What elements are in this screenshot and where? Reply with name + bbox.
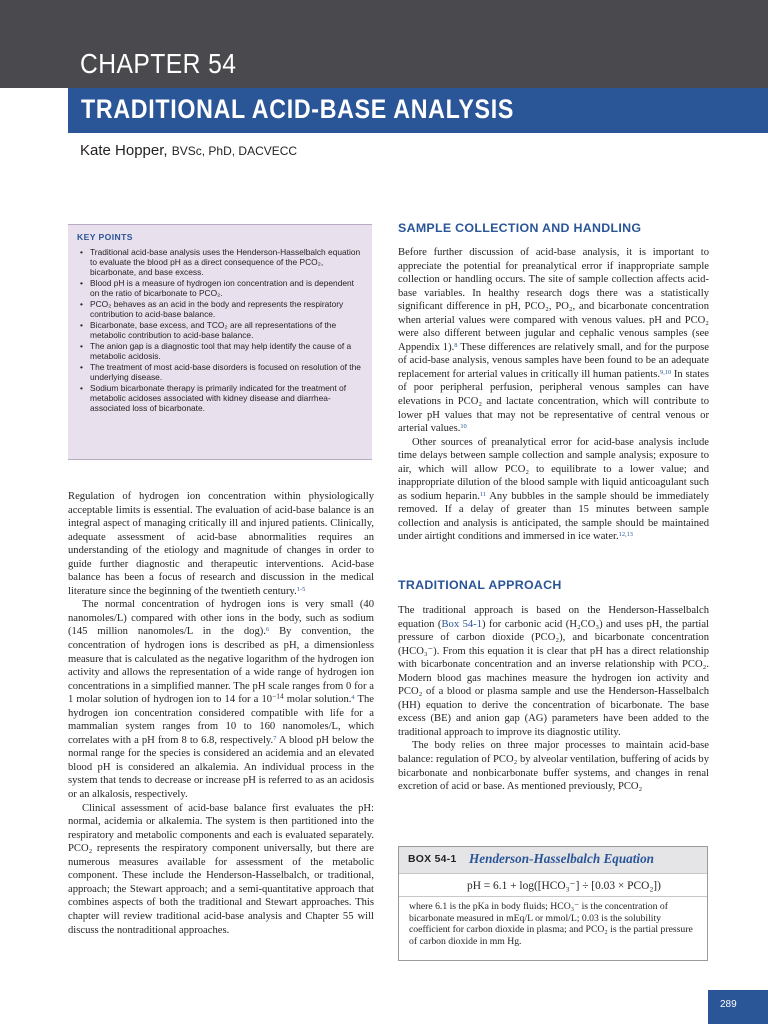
key-points-box [68, 224, 372, 460]
box-label: BOX 54-1 [408, 854, 457, 865]
key-point-item: • Traditional acid-base analysis uses the Henderson-Hasselbalch equation to evaluate the blood pH as a direct consequence of the PCO₂, bicarbonate, and base excess. [77, 247, 362, 277]
intro-paragraph-2: The normal concentration of hydrogen ions is very small (40 nanomoles/L) compared with other ions in the body, such as sodium (145 million nanomoles/L in the dog).$^6$ By convention, the concentration of hydrogen ions is described as pH, a dimensionless measure that is calculated as the negative logarithm of the hydrogen ion activity and allows the representation of a wide range of hydrogen ion concentrations in a simplified manner. The pH scale ranges from 0 for a 1 molar solution of hydrogen ion to 14 for a $10^{-14}$ molar solution.$^4$ The hydrogen ion concentration considered compatible with life for a mammalian system ranges from 10 to 160 nanomoles/L, which correlates with a pH from 8 to 6.8, respectively.$^7$ A blood pH below the normal range for the species is considered an acidemia and an elevated blood pH is considered an alkalemia. An individual process in the system that tends to decrease or increase pH is referred to as an acidosis or an alkalosis, respectively. [68, 599, 374, 801]
sample-paragraph-1: Before further discussion of acid-base analysis, it is important to appreciate the potential for preanalytical error if inappropriate sample collection or handling occurs. The site of sample collection affects acid-base variables. In healthy research dogs there was a statistically significant difference in pH, PCO₂, PO₂, and bicarbonate concentration when arterial values were compared with venous values. pH and PCO₂ were also different between jugular and cephalic venous samples (see Appendix 1).$^8$ These differences are relatively small, and for the purpose of acid-base analysis, venous samples have been found to be an adequate replacement for arterial values in critically ill human patients.$^{9,10}$ In states of poor peripheral perfusion, peripheral venous samples can have elevations in PCO₂ and lactate concentration, which will contribute to lower pH values that may not be representative of central venous or arterial values.$^{10}$ [398, 247, 709, 435]
equation-row [399, 873, 707, 897]
citation-ref[interactable]: 6 [265, 626, 270, 634]
chapter-title-band [68, 88, 768, 133]
citation-ref[interactable]: 1-5 [296, 585, 306, 593]
sample-paragraph-2: Other sources of preanalytical error for acid-base analysis include time delays between sample collection and sample analysis; exposure to air, which will allow PCO₂ to equilibrate to a lower value; and inappropriate dilution of the blood sample with liquid anticoagulant such as sodium heparin.$^{11}$ Any bubbles in the sample should be immediately removed. If a delay of greater than 15 minutes between sample collection and analysis is anticipated, the sample should be maintained under airtight conditions and immersed in ice water.$^{12,13}$ [398, 436, 709, 543]
intro-column [68, 490, 374, 937]
henderson-hasselbalch-equation: pH = 6.1 + log([HCO₃⁻] ÷ [0.03 × PCO₂]) [467, 880, 661, 892]
citation-ref[interactable]: 4 [351, 694, 355, 702]
citation-ref[interactable]: 9,10 [660, 369, 672, 377]
author-name: Kate Hopper, [80, 142, 168, 159]
key-points-list [77, 247, 362, 413]
key-point-item: • PCO₂ behaves as an acid in the body and represents the respiratory contribution to acid-base balance. [77, 299, 362, 319]
box-54-1 [398, 846, 708, 961]
sample-collection-column [398, 246, 709, 544]
key-point-item: • Blood pH is a measure of hydrogen ion concentration and is dependent on the ratio of bicarbonate to PCO₂. [77, 278, 362, 298]
box-header [399, 847, 707, 873]
traditional-approach-column [398, 604, 709, 794]
box-title: Henderson-Hasselbalch Equation [469, 851, 655, 866]
key-point-item: • Sodium bicarbonate therapy is primarily indicated for the treatment of metabolic acidoses associated with kidney disease and diarrhea-associated loss of bicarbonate. [77, 383, 362, 413]
page-number: 289 [720, 999, 737, 1010]
citation-ref[interactable]: 7 [273, 734, 277, 742]
box-link[interactable]: Box 54-1 [441, 618, 482, 630]
exponent: −14 [272, 691, 284, 701]
traditional-paragraph-2: The body relies on three major processes to maintain acid-base balance: regulation of PCO₂ by alveolar ventilation, buffering of acids by bicarbonate and nonbicarbonate buffer systems, and changes in renal excretion of acid or base. As mentioned previously, PCO₂ [398, 740, 709, 793]
key-point-item: • The treatment of most acid-base disorders is focused on resolution of the underlying disease. [77, 362, 362, 382]
traditional-paragraph-1: The traditional approach is based on the Henderson-Hasselbalch equation (Box 54-1) for carbonic acid (H₂CO₃) and uses pH, the partial pressure of carbon dioxide (PCO₂), and bicarbonate concentration (HCO₃⁻). From this equation it is clear that pH has a direct relationship with bicarbonate concentration and an inverse relationship with PCO₂. Modern blood gas machines measure the hydrogen ion activity and PCO₂ of a blood or plasma sample and use the Henderson-Hasselbalch (HH) equation to derive the concentration of bicarbonate. The base excess (BE) and anion gap (AG) parameters have been added to the traditional approach to improve its diagnostic utility. [398, 605, 709, 738]
key-point-item: • Bicarbonate, base excess, and TCO₂ are all representations of the metabolic contribution to acid-base balance. [77, 320, 362, 340]
chapter-header-bar [0, 0, 768, 88]
section-heading-sample-collection: SAMPLE COLLECTION AND HANDLING [398, 221, 642, 235]
key-points-title: KEY POINTS [77, 232, 133, 242]
box-body-text: where 6.1 is the pKa in body fluids; HCO₃⁻ is the concentration of bicarbonate measured in mEq/L or mmol/L; 0.03 is the solubility coefficient for carbon dioxide in plasma; and PCO₂ is the partial pressure of carbon dioxide in mm Hg. [409, 901, 693, 947]
citation-ref[interactable]: 11 [479, 490, 487, 498]
key-point-item: • The anion gap is a diagnostic tool that may help identify the cause of a metabolic acidosis. [77, 341, 362, 361]
citation-ref[interactable]: 10 [460, 423, 467, 431]
section-heading-traditional-approach: TRADITIONAL APPROACH [398, 578, 562, 592]
intro-paragraph-1: Regulation of hydrogen ion concentration within physiologically acceptable limits is essential. The evaluation of acid-base balance is an integral aspect of managing critically ill and injured patients. Clinically, adequate assessment of acid-base abnormalities requires an understanding of the etiology and magnitude of changes in order to guide further diagnostic and therapeutic interventions. Acid-base balance has been a focus of research and discussion in the medical literature since the beginning of the twentieth century.$^{1-5}$ [68, 491, 374, 597]
page-number-tab [708, 990, 768, 1024]
citation-ref[interactable]: 8 [454, 341, 458, 349]
author-credentials: BVSc, PhD, DACVECC [171, 144, 298, 158]
chapter-title: TRADITIONAL ACID-BASE ANALYSIS [81, 94, 515, 124]
citation-ref[interactable]: 12,13 [618, 531, 633, 539]
author-line [80, 142, 297, 159]
chapter-label: CHAPTER 54 [80, 48, 237, 79]
intro-paragraph-3: Clinical assessment of acid-base balance first evaluates the pH: normal, acidemia or alkalemia. The system is then partitioned into the respiratory and metabolic components and each is evaluated separately. PCO₂ represents the respiratory component universally, but there are numerous measures available for assessment of the metabolic component. These include the Henderson-Hasselbalch, or traditional, approach; the Stewart approach; and a semi-quantitative approach that combines aspects of both the traditional and Stewart approaches. This chapter will review traditional acid-base analysis and Chapter 55 will discuss the nontraditional approaches. [68, 802, 374, 936]
